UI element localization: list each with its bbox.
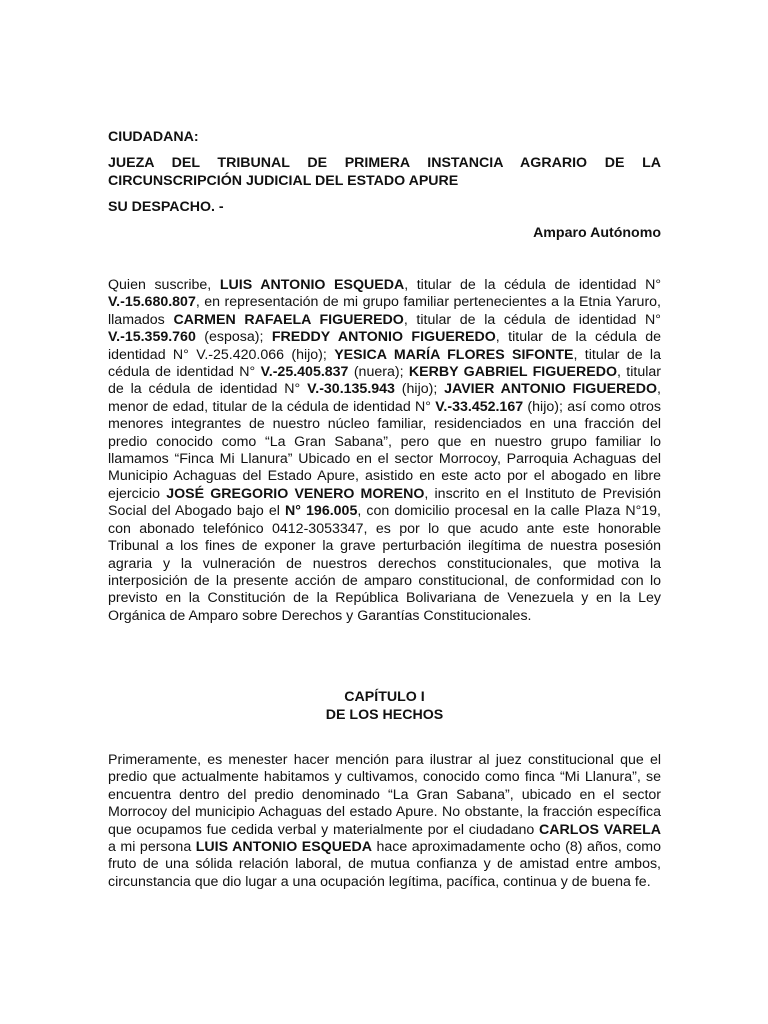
- intro-paragraph: [108, 277, 661, 625]
- chapter-number: CAPÍTULO I: [344, 689, 425, 705]
- text-run: Primeramente, es menester hacer mención para ilustrar al juez constitucional que el predio que actualmente habitamos y cultivamos, conocido como finca “Mi Llanura”, se encuentra dentro del predio denominado “La Gran Sabana”, ubicado en el sector Morrocoy del municipio Achaguas del estado Apure. No obstante, la fracción específica que ocupamos fue cedida verbal y materialmente por el ciudadano: [108, 752, 661, 838]
- text-run: , inscrito en el Instituto de Previsión Social del Abogado bajo el: [108, 485, 661, 520]
- text-run: (hijo); así como otros menores integrantes de nuestro núcleo familiar, residenciados en una fracción del predio conocido como “La Gran Sabana”, pero que en nuestro grupo familiar lo llamamos “Finca Mi Llanura” Ubicado en el sector Morrocoy, Parroquia Achaguas del Municipio Achaguas del Estado Apure, asistido en este acto por el abogado en libre ejercicio: [108, 398, 662, 502]
- addressee-office: SU DESPACHO. -: [108, 199, 224, 215]
- text-run: , menor de edad, titular de la cédula de identidad N°: [108, 381, 661, 415]
- bold-text-run: N° 196.005: [285, 503, 358, 520]
- text-run: , titular de la cédula de identidad N°: [108, 364, 661, 398]
- bold-text-run: JAVIER ANTONIO FIGUEREDO: [444, 381, 658, 398]
- bold-text-run: KERBY GABRIEL FIGUEREDO: [408, 364, 617, 381]
- bold-text-run: V.-15.680.807: [108, 294, 196, 311]
- text-run: (hijo);: [394, 381, 445, 398]
- text-run: Quien suscribe,: [108, 277, 220, 293]
- bold-text-run: CARLOS VARELA: [539, 821, 661, 838]
- text-run: (nuera);: [348, 364, 409, 381]
- text-run: , en representación de mi grupo familiar pertenecientes a la Etnia Yaruro, llamados: [108, 294, 661, 328]
- facts-paragraph: [108, 752, 661, 891]
- bold-text-run: V.-30.135.943: [307, 381, 395, 398]
- addressee-salutation: CIUDADANA:: [108, 129, 199, 145]
- bold-text-run: LUIS ANTONIO ESQUEDA: [195, 839, 372, 856]
- text-run: a mi persona: [108, 839, 196, 856]
- addressee-court: JUEZA DEL TRIBUNAL DE PRIMERA INSTANCIA AGRARIO DE LA CIRCUNSCRIPCIÓN JUDICIAL DEL ESTADO APURE: [108, 155, 661, 189]
- bold-text-run: LUIS ANTONIO ESQUEDA: [219, 277, 405, 293]
- bold-text-run: YESICA MARÍA FLORES SIFONTE: [334, 346, 574, 363]
- text-run: , titular de la cédula de identidad N°: [404, 277, 661, 293]
- bold-text-run: JOSÉ GREGORIO VENERO MORENO: [166, 485, 425, 502]
- chapter-title: DE LOS HECHOS: [325, 707, 444, 723]
- chapter-heading: [108, 688, 661, 724]
- text-run: , titular de la cédula de identidad N° V.-25.420.066 (hijo);: [108, 329, 661, 363]
- text-run: hace aproximadamente ocho (8) años, como fruto de una sólida relación laboral, de mutua confianza y de amistad entre ambos, circunstancia que dio lugar a una ocupación legítima, pacífica, continua y de buena fe.: [108, 839, 661, 890]
- text-run: (esposa);: [195, 329, 272, 346]
- bold-text-run: V.-15.359.760: [108, 329, 196, 346]
- bold-text-run: FREDDY ANTONIO FIGUEREDO: [271, 329, 496, 346]
- text-run: , titular de la cédula de identidad N°: [108, 346, 661, 381]
- text-run: , titular de la cédula de identidad N°: [403, 311, 661, 328]
- bold-text-run: V.-33.452.167: [435, 398, 524, 415]
- bold-text-run: V.-25.405.837: [260, 364, 349, 381]
- text-run: , con domicilio procesal en la calle Plaza N°19, con abonado telefónico 0412-3053347, es por lo que acudo ante este honorable Tribunal a los fines de exponer la grave perturbación ilegítima de nuestra posesión agraria y la vulneración de nuestros derechos constitucionales, que motiva la interposición de la presente acción de amparo constitucional, de conformidad con lo previsto en la Constitución de la República Bolivariana de Venezuela y en la Ley Orgánica de Amparo sobre Derechos y Garantías Constitucionales.: [108, 503, 661, 624]
- bold-text-run: CARMEN RAFAELA FIGUEREDO: [173, 311, 404, 328]
- document-reference: Amparo Autónomo: [533, 225, 661, 241]
